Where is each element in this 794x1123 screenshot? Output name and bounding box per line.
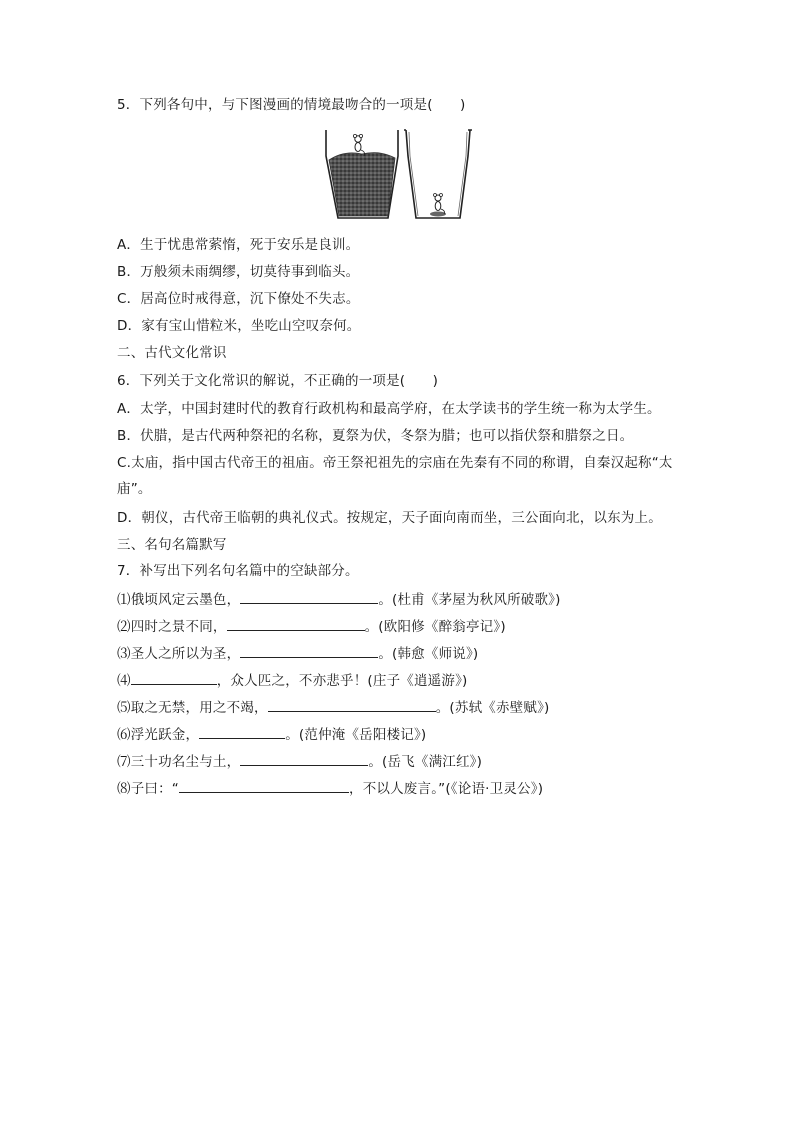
answer-blank[interactable] xyxy=(227,617,365,631)
fill-item-prefix: ⑷ xyxy=(117,673,131,689)
question-5-option-c: C．居高位时戒得意，沉下僚处不失志。 xyxy=(117,291,360,307)
fill-item-2 xyxy=(117,617,506,636)
fill-item-1 xyxy=(117,590,561,609)
question-5-option-d: D．家有宝山惜粒米，坐吃山空叹奈何。 xyxy=(117,318,361,334)
fill-item-prefix: ⑺三十功名尘与土， xyxy=(117,754,241,770)
question-6-option-d: D．朝仪，古代帝王临朝的典礼仪式。按规定，天子面向南而坐，三公面向北，以东为上。 xyxy=(117,510,662,526)
answer-blank[interactable] xyxy=(240,752,368,766)
question-5-stem: 5．下列各句中，与下图漫画的情境最吻合的一项是( ) xyxy=(117,97,466,113)
fill-item-5 xyxy=(117,698,550,717)
fill-item-6 xyxy=(117,725,426,744)
fill-item-suffix: 。(岳飞《满江红》) xyxy=(368,754,483,770)
question-6-option-c: C.太庙，指中国古代帝王的祖庙。帝王祭祀祖先的宗庙在先秦有不同的称谓，自秦汉起称“太庙”。 xyxy=(117,455,673,497)
fill-item-prefix: ⑻子曰：“ xyxy=(117,781,179,797)
fill-item-prefix: ⑴俄顷风定云墨色， xyxy=(117,592,241,608)
answer-blank[interactable] xyxy=(268,698,436,712)
answer-blank[interactable] xyxy=(199,725,285,739)
fill-item-suffix: ，众人匹之，不亦悲乎！(庄子《逍遥游》) xyxy=(216,673,468,689)
section-3-heading: 三、名句名篇默写 xyxy=(117,537,227,553)
fill-item-suffix: 。(欧阳修《醉翁亭记》) xyxy=(364,619,506,635)
answer-blank[interactable] xyxy=(240,644,378,658)
fill-item-3 xyxy=(117,644,478,663)
fill-item-7 xyxy=(117,752,482,771)
answer-blank[interactable] xyxy=(240,590,378,604)
fill-item-prefix: ⑸取之无禁，用之不竭， xyxy=(117,700,268,716)
fill-item-suffix: ，不以人废言。”(《论语·卫灵公》) xyxy=(349,781,544,797)
fill-item-prefix: ⑹浮光跃金， xyxy=(117,727,200,743)
fill-item-8 xyxy=(117,779,543,798)
question-6-option-b: B．伏腊，是古代两种祭祀的名称，夏祭为伏，冬祭为腊；也可以指伏祭和腊祭之日。 xyxy=(117,428,634,444)
answer-blank[interactable] xyxy=(131,671,217,685)
question-6-option-a: A．太学，中国封建时代的教育行政机构和最高学府，在太学读书的学生统一称为太学生。 xyxy=(117,401,661,417)
cartoon-two-cups-mouse-icon xyxy=(320,126,476,226)
question-5-option-a: A．生于忧患常萦惰，死于安乐是良训。 xyxy=(117,237,360,253)
fill-item-prefix: ⑶圣人之所以为圣， xyxy=(117,646,241,662)
fill-item-suffix: 。(韩愈《师说》) xyxy=(378,646,479,662)
question-5-option-b: B．万般须未雨绸缪，切莫待事到临头。 xyxy=(117,264,360,280)
section-2-heading: 二、古代文化常识 xyxy=(117,345,227,361)
fill-item-4 xyxy=(117,671,468,690)
question-6-stem: 6．下列关于文化常识的解说，不正确的一项是( ) xyxy=(117,373,439,389)
fill-item-prefix: ⑵四时之景不同， xyxy=(117,619,227,635)
fill-item-suffix: 。(范仲淹《岳阳楼记》) xyxy=(285,727,427,743)
question-7-stem: 7．补写出下列名句名篇中的空缺部分。 xyxy=(117,563,359,579)
fill-item-suffix: 。(苏轼《赤壁赋》) xyxy=(435,700,550,716)
answer-blank[interactable] xyxy=(179,779,349,793)
fill-item-suffix: 。(杜甫《茅屋为秋风所破歌》) xyxy=(378,592,561,608)
